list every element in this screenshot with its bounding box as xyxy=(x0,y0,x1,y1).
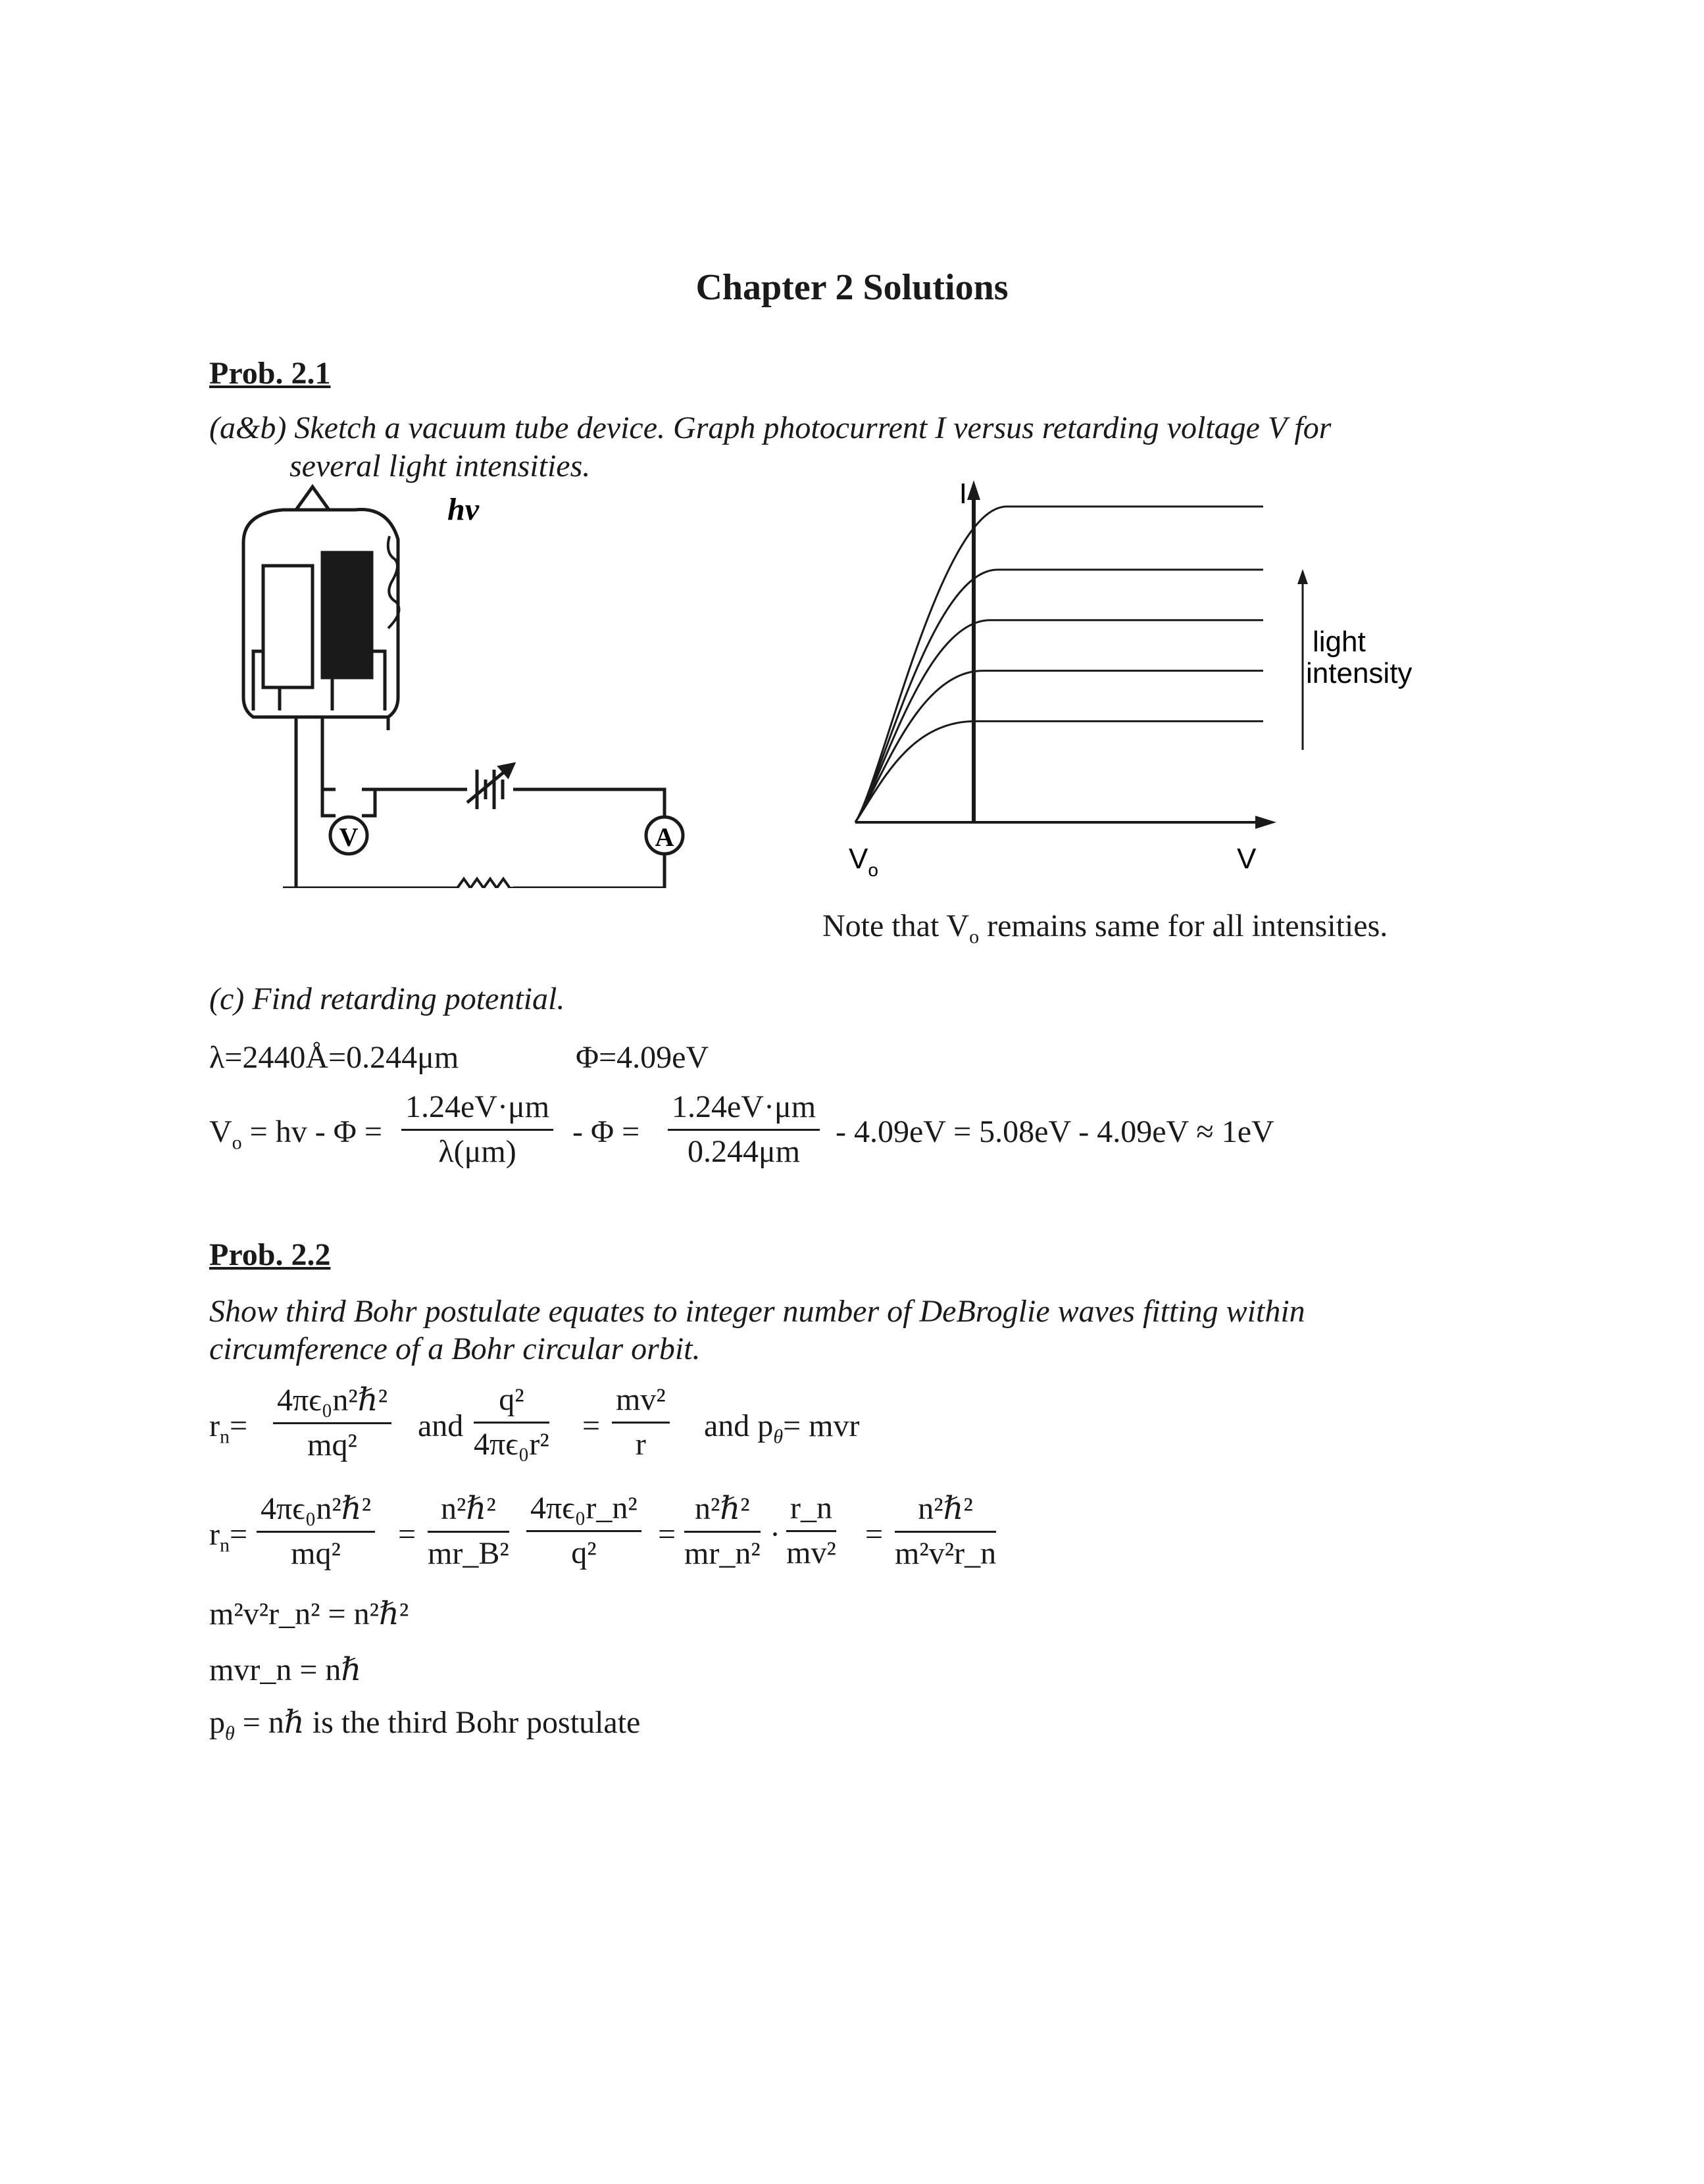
eq-lhs: $V_o$ = hv - Φ = xyxy=(209,1114,382,1154)
page-title: Chapter 2 Solutions xyxy=(695,267,1009,308)
collector-plate xyxy=(263,566,313,687)
intensity-curve-1 xyxy=(855,721,1263,822)
eq-frac1: $\frac{1.24eV\cdot\mu m}{\lambda(\mu m)}$ xyxy=(401,1089,553,1170)
graph-i-label: I xyxy=(959,478,967,510)
prob-2-1-heading: Prob. 2.1 xyxy=(209,356,331,391)
intensity-label: intensity xyxy=(1306,657,1413,689)
l1-and2: and $p_\theta=$ mvr xyxy=(704,1408,860,1448)
l4: mvr_n = nℏ xyxy=(209,1652,362,1687)
intensity-curve-2 xyxy=(855,671,1263,822)
note-line: Note that $V_o$ remains same for all intensities. xyxy=(822,908,1388,948)
l2-frac4: n²ℏ² mr_n² xyxy=(684,1491,761,1571)
task-2-2-line1: Show third Bohr postulate equates to integer number of DeBroglie waves fitting within xyxy=(209,1294,1305,1329)
lambda-line: λ=2440Å=0.244μm xyxy=(209,1040,459,1075)
tube-tip xyxy=(296,487,329,510)
photocurrent-graph xyxy=(776,474,1447,881)
eq-frac2: $\frac{1.24eV\cdot\mu m}{0.244\mu m}$ xyxy=(668,1089,820,1170)
l1-and1: and xyxy=(418,1408,464,1443)
intensity-curve-5 xyxy=(855,507,1263,822)
i-axis-arrow xyxy=(967,480,980,500)
intensity-curve-4 xyxy=(855,570,1263,822)
task-ab-line1: (a&b) Sketch a vacuum tube device. Graph photocurrent I versus retarding voltage V for xyxy=(209,410,1332,445)
graph-v-label: V xyxy=(1237,843,1257,875)
l2-frac3: $\frac{\text{4πϵ₀r\_n²}}{\text{q²}}$ xyxy=(526,1490,641,1571)
cathode-plate xyxy=(322,553,372,678)
phi-line: Φ=4.09eV xyxy=(576,1040,709,1075)
task-ab-line2: several light intensities. xyxy=(289,449,591,484)
task-2-2-line2: circumference of a Bohr circular orbit. xyxy=(209,1331,701,1366)
l2-frac6: n²ℏ² m²v²r_n xyxy=(895,1491,997,1571)
prob-2-2-heading: Prob. 2.2 xyxy=(209,1237,331,1272)
ammeter-label: A xyxy=(655,822,674,852)
resistor-icon xyxy=(457,879,520,888)
l1-rn: $r_n=$ xyxy=(209,1408,248,1448)
intensity-curves xyxy=(855,507,1263,822)
l2-rn: $r_n=$ xyxy=(209,1517,248,1556)
eq-part2: - Φ = xyxy=(572,1114,640,1149)
task-c: (c) Find retarding potential. xyxy=(209,981,565,1016)
light-label: light xyxy=(1313,626,1366,658)
vacuum-tube-circuit xyxy=(224,480,711,888)
l1-frac3: $\frac{\text{mv²}}{r}$ xyxy=(612,1381,670,1462)
v-axis-arrow xyxy=(1255,816,1276,829)
l2-frac2: n²ℏ² mr_B² xyxy=(428,1491,509,1571)
hv-label: hv xyxy=(447,492,479,527)
l5: $p_\theta$ = nℏ is the third Bohr postulate xyxy=(209,1705,641,1745)
graph-v0-label: $V_o$ xyxy=(849,843,878,880)
l3: m²v²r_n² = n²ℏ² xyxy=(209,1597,409,1631)
l2-frac1: 4πϵ₀n²ℏ² mq² xyxy=(257,1490,375,1572)
l1-frac2: $\frac{\text{q²}}{\text{4πϵ₀r²}}$ xyxy=(474,1382,549,1462)
l2-frac5: $\frac{r\_n}{\text{mv²}}$ xyxy=(786,1491,836,1570)
intensity-arrow-head xyxy=(1297,569,1308,584)
l1-frac1: 4πϵ₀n²ℏ² mq² xyxy=(273,1381,391,1463)
voltmeter-label: V xyxy=(339,822,359,852)
eq-part3: - 4.09eV = 5.08eV - 4.09eV ≈ 1eV xyxy=(836,1114,1274,1149)
battery-icon xyxy=(467,764,513,809)
l1-eq: = xyxy=(582,1408,601,1443)
